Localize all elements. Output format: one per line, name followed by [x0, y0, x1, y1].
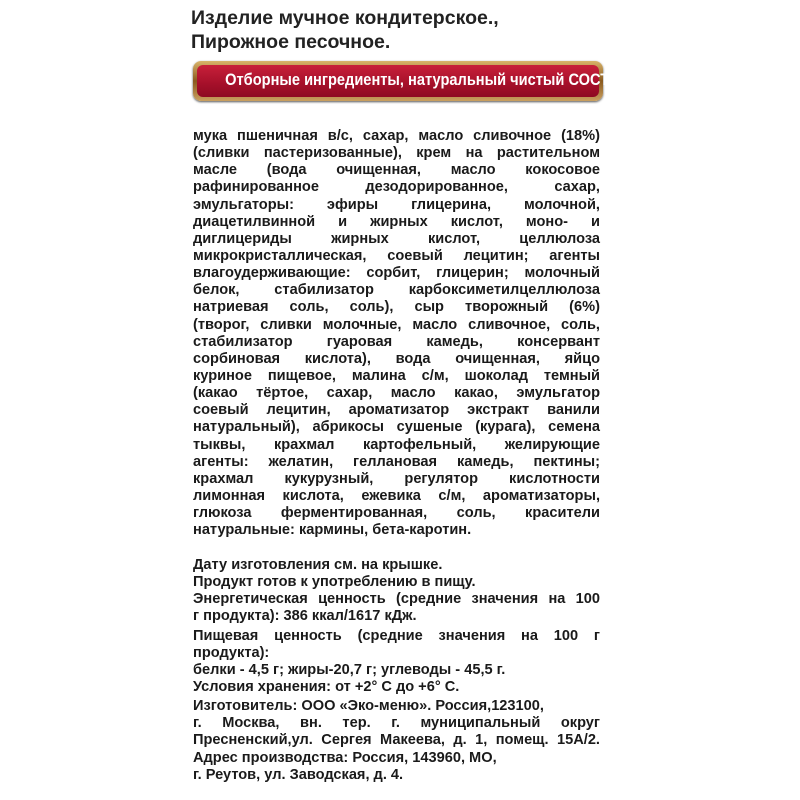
ingredients-line: глюкоза ферментированная, соль, красители [193, 505, 600, 522]
ingredients-line: натуральный), абрикосы сушеные (курага), семена [193, 419, 600, 436]
ingredients-line: диацетилвинной и жирных кислот, моно- и [193, 213, 600, 230]
ingredients-line: эмульгаторы: эфиры глицерина, молочной, [193, 196, 600, 213]
info-line: Изготовитель: ООО «Эко-меню». Россия,123100, [193, 698, 544, 715]
info-line: белки - 4,5 г; жиры-20,7 г; углеводы - 45,5 г. [193, 661, 506, 678]
info-line: г. Москва, вн. тер. г. муниципальный округ [193, 715, 600, 732]
product-title-line-1: Изделие мучное кондитерское., [191, 7, 499, 29]
product-title [191, 6, 499, 54]
ingredients-line: мука пшеничная в/с, сахар, масло сливочное (18%) [193, 128, 600, 144]
ingredients-line: натуральные: кармины, бета-каротин. [193, 522, 472, 539]
ingredients-text [193, 128, 600, 539]
info-line: Энергетическая ценность (средние значения на 100 [193, 591, 600, 608]
ingredients-line: соевый лецитин, ароматизатор экстракт ванили [193, 402, 600, 419]
ingredients-line: влагоудерживающие: сорбит, глицерин; молочный [193, 265, 600, 282]
ingredients-line: агенты: желатин, геллановая камедь, пектины; [193, 453, 600, 470]
info-line: Условия хранения: от +2° С до +6° С. [193, 678, 460, 695]
ingredients-line: белок, стабилизатор карбоксиметилцеллюлоза [193, 282, 600, 299]
composition-banner-inner [197, 65, 635, 97]
ingredients-line: микрокристаллическая, соевый лецитин; агенты [193, 247, 600, 264]
ingredients-line: стабилизатор гуаровая камедь, консервант [193, 333, 600, 350]
info-line: г. Реутов, ул. Заводская, д. 4. [193, 766, 404, 783]
composition-banner [193, 61, 635, 101]
ingredients-line: куриное пищевое, малина с/м, шоколад темный [193, 367, 600, 384]
info-line: продукта): [193, 644, 270, 661]
info-line: Продукт готов к употреблению в пищу. [193, 574, 476, 591]
ingredients-line: диглицериды жирных кислот, целлюлоза [193, 230, 600, 247]
ingredients-line: (какао тёртое, сахар, масло какао, эмульгатор [193, 385, 600, 402]
ingredients-line: лимонная кислота, ежевика с/м, ароматизаторы, [193, 487, 600, 504]
ingredients-line: (сливки пастеризованные), крем на растительном [193, 145, 600, 162]
ingredients-line: натриевая соль, соль), сыр творожный (6%) [193, 299, 600, 316]
ingredients-line: тыквы, крахмал картофельный, желирующие [193, 436, 600, 453]
composition-banner-text: Отборные ингредиенты, натуральный чистый СОСТАВ: [225, 70, 635, 89]
info-line: Адрес производства: Россия, 143960, МО, [193, 749, 497, 766]
ingredients-line: (творог, сливки молочные, масло сливочное, соль, [193, 316, 600, 333]
ingredients-line: масле (вода очищенная, масло кокосовое [193, 162, 600, 179]
product-info-text [193, 557, 600, 784]
info-line: г продукта): 386 ккал/1617 кДж. [193, 608, 417, 625]
ingredients-line: сорбиновая кислота), вода очищенная, яйцо [193, 350, 600, 367]
info-line: Пищевая ценность (средние значения на 100 г [193, 627, 600, 644]
product-title-line-2: Пирожное песочное. [191, 31, 391, 53]
info-line: Дату изготовления см. на крышке. [193, 557, 443, 573]
info-line: Пресненский,ул. Сергея Макеева, д. 1, помещ. 15А/2. [193, 732, 600, 749]
ingredients-line: крахмал кукурузный, регулятор кислотности [193, 470, 600, 487]
ingredients-line: рафинированное дезодорированное, сахар, [193, 179, 600, 196]
